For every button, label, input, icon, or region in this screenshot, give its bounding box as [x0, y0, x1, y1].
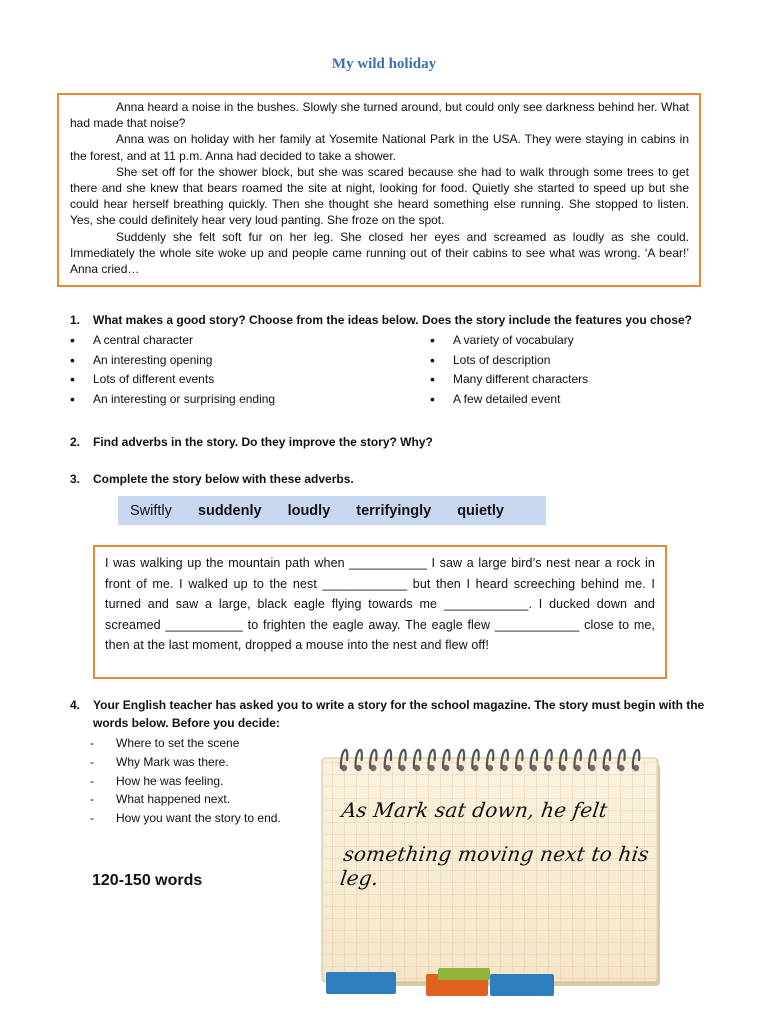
adverb-word: terrifyingly — [356, 502, 432, 519]
features-list-right — [430, 331, 588, 409]
features-list-left — [70, 331, 275, 409]
story-paragraph: Suddenly she felt soft fur on her leg. She closed her eyes and screamed as loudly as she could. Immediately the whole site woke up and people came running out of their cabins to see what was wrong. ‘A bear!’ Anna cried… — [70, 229, 689, 277]
list-item: • An interesting opening — [70, 351, 275, 371]
question-number: 4. — [70, 698, 81, 712]
story-box — [57, 93, 701, 287]
question-number: 2. — [70, 435, 81, 449]
word-count: 120-150 words — [92, 872, 203, 889]
list-item: - Why Mark was there. — [90, 753, 281, 772]
adverb-word-bank — [118, 496, 546, 525]
list-item: • A few detailed event — [430, 390, 588, 410]
question-text: Your English teacher has asked you to write a story for the school magazine. The story must begin with the — [93, 698, 705, 712]
question-number: 3. — [70, 472, 81, 486]
planning-list — [90, 734, 281, 828]
notebook-tab — [326, 972, 396, 994]
question-text: words below. Before you decide: — [93, 716, 280, 730]
list-item: • Lots of description — [430, 351, 588, 371]
cloze-text: I was walking up the mountain path when ___________ I saw a large bird’s nest near a rock in front of me. I walked up to the nest ____________ but then I heard screeching behind me. I turned and saw a large, black eagle flying towards me ____________. I ducked down and screamed ___________ to frighten the eagle away. The eagle flew ____________ close to me, then at the last moment, dropped a mouse into the nest and flew off! — [105, 556, 655, 653]
notebook-tab — [490, 974, 554, 996]
cloze-story-box — [93, 545, 667, 679]
adverb-word: Swiftly — [130, 502, 172, 519]
adverb-word: loudly — [287, 502, 331, 519]
story-paragraph: Anna was on holiday with her family at Yosemite National Park in the USA. They were staying in cabins in the forest, and at 11 p.m. Anna had decided to take a shower. — [70, 132, 689, 163]
question-text: What makes a good story? Choose from the ideas below. Does the story include the features you chose? — [93, 313, 693, 327]
page-title: My wild holiday — [331, 56, 437, 72]
adverb-word: suddenly — [197, 502, 262, 519]
list-item: - Where to set the scene — [90, 734, 281, 753]
list-item: • An interesting or surprising ending — [70, 390, 275, 410]
list-item: • Lots of different events — [70, 370, 275, 390]
question-text: Find adverbs in the story. Do they improve the story? Why? — [93, 435, 433, 449]
list-item: • A central character — [70, 331, 275, 351]
list-item: • Many different characters — [430, 370, 588, 390]
story-paragraph: She set off for the shower block, but she was scared because she had to walk through some trees to get there and she knew that bears roamed the site at night, looking for food. Quietly she started to speed up but she could hear herself breathing quickly. Then she thought she heard something else running. She stopped to listen. Yes, she could definitely hear very loud panting. She froze on the spot. — [70, 164, 689, 228]
list-item: - How you want the story to end. — [90, 809, 281, 828]
list-item: • A variety of vocabulary — [430, 331, 588, 351]
notebook-tab — [438, 968, 490, 980]
notebook-line-2: something moving next to his leg. — [338, 842, 651, 890]
notebook-line-1: As Mark sat down, he felt — [340, 798, 610, 822]
list-item: - What happened next. — [90, 790, 281, 809]
story-paragraph: Anna heard a noise in the bushes. Slowly she turned around, but could only see darkness behind her. What had made that noise? — [70, 100, 689, 131]
list-item: - How he was feeling. — [90, 772, 281, 791]
adverb-word: quietly — [457, 502, 504, 519]
question-number: 1. — [70, 313, 81, 327]
question-text: Complete the story below with these adverbs. — [93, 472, 354, 486]
